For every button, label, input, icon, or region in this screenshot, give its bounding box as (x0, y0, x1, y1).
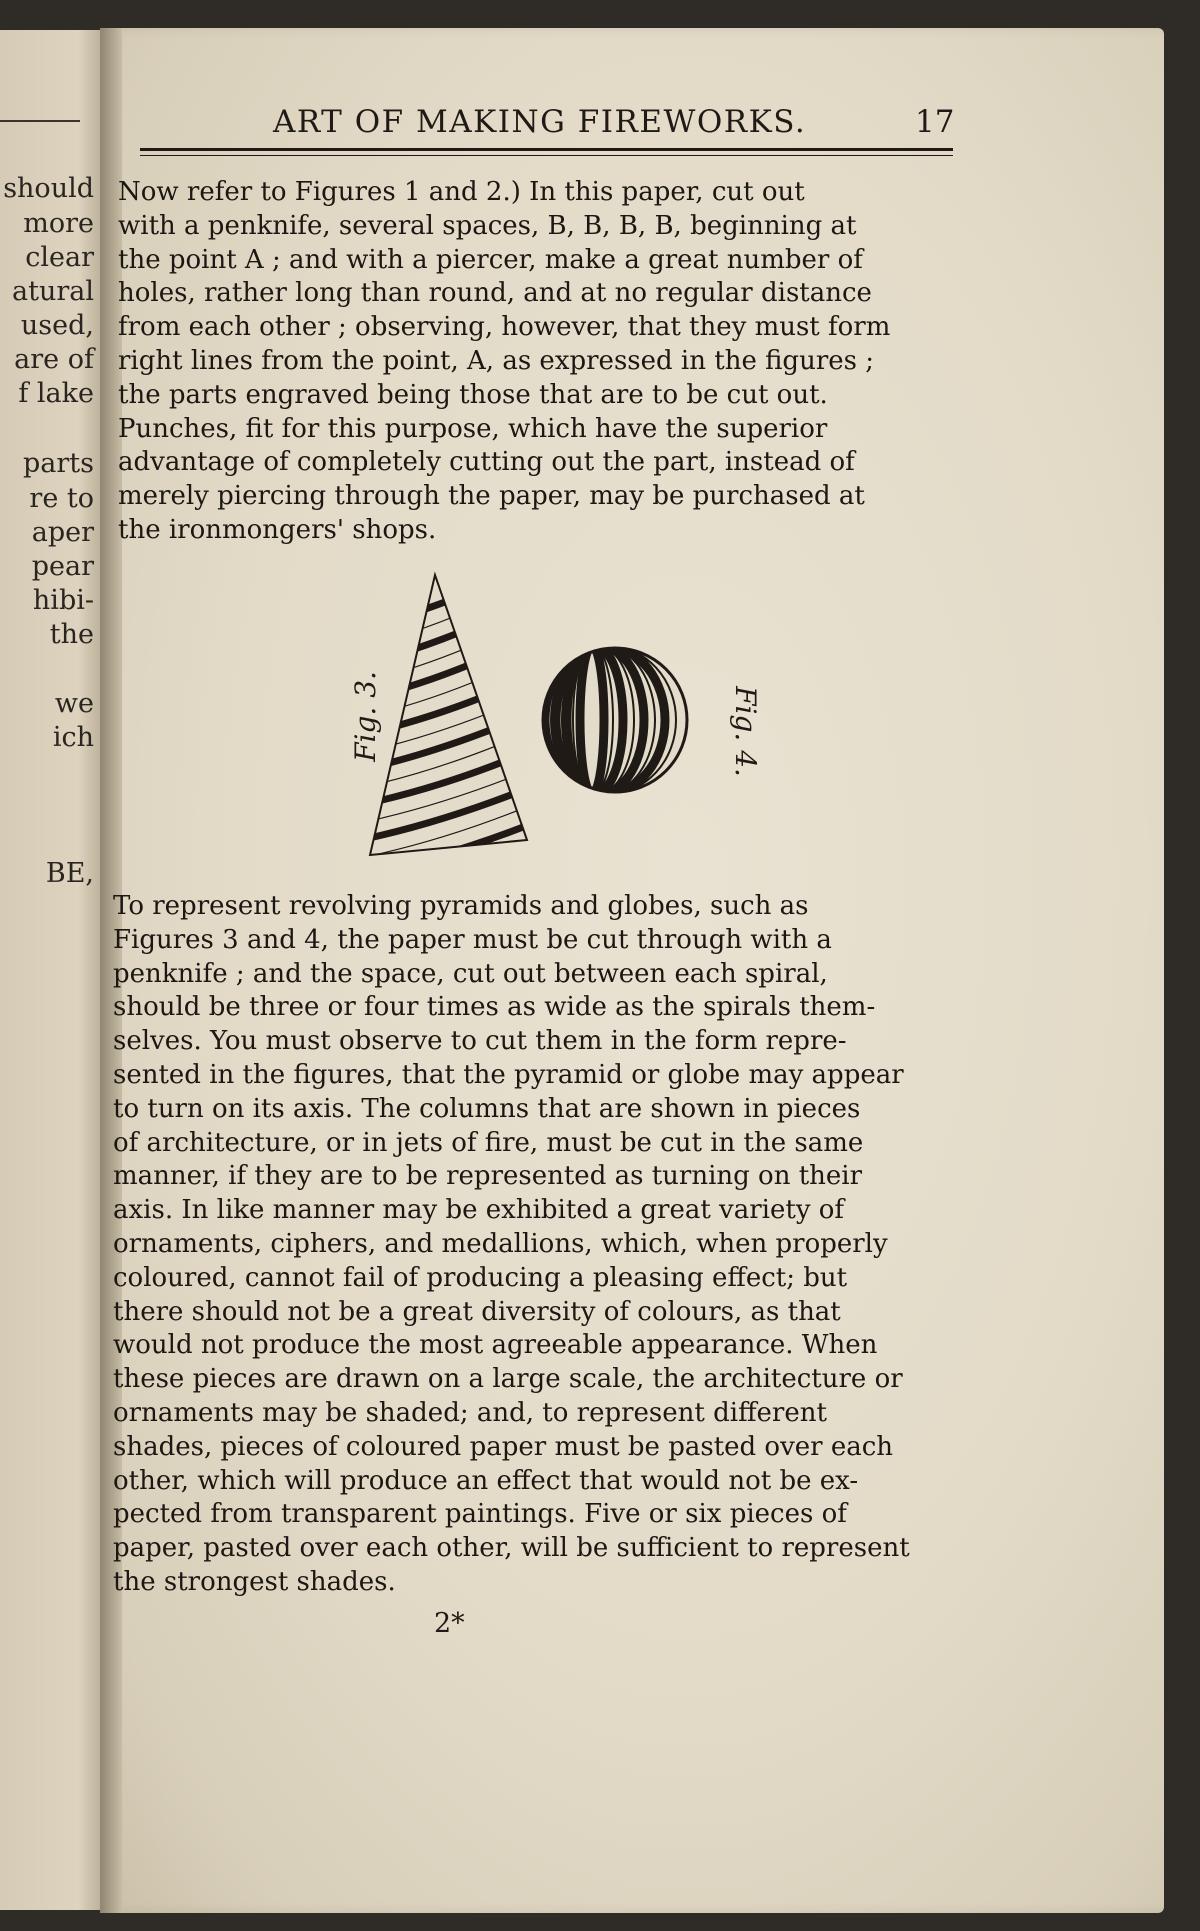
text-line: right lines from the point, A, as expressed in the figures ; (118, 345, 875, 376)
paragraph-figures-1-2 (118, 176, 950, 548)
previous-page-fragment: used, (20, 310, 94, 341)
text-line: axis. In like manner may be exhibited a great variety of (113, 1195, 845, 1226)
text-line: sented in the figures, that the pyramid or globe may appear (113, 1059, 904, 1090)
text-line: To represent revolving pyramids and globes, such as (113, 891, 809, 921)
text-line: penknife ; and the space, cut out between each spiral, (113, 958, 828, 989)
header-rule-thin (140, 155, 953, 156)
text-line: advantage of completely cutting out the part, instead of (118, 447, 855, 478)
text-line: Punches, fit for this purpose, which have the superior (118, 413, 828, 444)
text-line: other, which will produce an effect that would not be ex- (113, 1465, 859, 1496)
text-line: the parts engraved being those that are to be cut out. (118, 379, 828, 410)
page-number: 17 (915, 104, 955, 140)
text-line: there should not be a great diversity of colours, as that (113, 1296, 841, 1327)
previous-page-fragment: re to (29, 483, 94, 514)
text-line: pected from transparent paintings. Five or six pieces of (113, 1499, 847, 1530)
text-line: merely piercing through the paper, may be purchased at (118, 481, 865, 512)
previous-page-fragment: parts (23, 448, 94, 479)
previous-page-fragment: BE, (45, 858, 94, 889)
text-line: coloured, cannot fail of producing a pleasing effect; but (113, 1262, 848, 1293)
previous-page-fragment: should (3, 173, 94, 204)
text-line: selves. You must observe to cut them in the form repre- (113, 1026, 847, 1057)
running-title: ART OF MAKING FIREWORKS. (273, 104, 807, 140)
previous-page-fragment: aper (31, 517, 94, 548)
previous-page-fragment: clear (25, 242, 94, 273)
figure-3-label: Fig. 3. (348, 671, 382, 762)
previous-page-fragment: more (23, 208, 94, 239)
pyramid-figure (360, 575, 565, 870)
previous-page-fragment: are of (14, 344, 94, 375)
previous-page-fragment: the (49, 619, 94, 650)
text-line: manner, if they are to be represented as turning on their (113, 1161, 863, 1192)
text-line: paper, pasted over each other, will be sufficient to represent (113, 1533, 910, 1564)
previous-page-rule (0, 120, 80, 122)
paragraph-revolving-pyramids (113, 890, 949, 1600)
text-line: Figures 3 and 4, the paper must be cut through with a (113, 924, 832, 955)
text-line: with a penknife, several spaces, B, B, B, B, beginning at (118, 210, 857, 241)
text-line: the point A ; and with a piercer, make a great number of (118, 244, 863, 275)
text-line: of architecture, or in jets of fire, must be cut in the same (113, 1127, 864, 1158)
previous-page-fragment: f lake (18, 378, 94, 409)
previous-page-fragment: pear (31, 551, 94, 582)
previous-page-fragment: ich (52, 722, 94, 753)
text-line: to turn on its axis. The columns that are shown in pieces (113, 1093, 861, 1124)
text-line: would not produce the most agreeable appearance. When (113, 1330, 878, 1361)
previous-page-fragment: hibi- (32, 585, 94, 616)
text-line: Now refer to Figures 1 and 2.) In this paper, cut out (118, 177, 805, 207)
text-line: ornaments, ciphers, and medallions, which, when properly (113, 1228, 888, 1259)
text-line: the ironmongers' shops. (118, 514, 437, 545)
signature-mark: 2* (434, 1608, 465, 1639)
text-line: holes, rather long than round, and at no regular distance (118, 278, 872, 309)
text-line: shades, pieces of coloured paper must be pasted over each (113, 1431, 894, 1462)
header-rule (140, 148, 953, 151)
text-line: ornaments may be shaded; and, to represent different (113, 1397, 827, 1428)
figures-illustration (360, 570, 720, 870)
previous-page-fragment: we (54, 688, 94, 719)
figure-4-label: Fig. 4. (728, 686, 762, 777)
text-line: should be three or four times as wide as the spirals them- (113, 992, 876, 1023)
text-line: the strongest shades. (113, 1566, 396, 1597)
globe-figure (540, 646, 687, 794)
text-line: these pieces are drawn on a large scale, the architecture or (113, 1364, 903, 1395)
previous-page-fragment: atural (12, 276, 94, 307)
text-line: from each other ; observing, however, that they must form (118, 312, 891, 343)
previous-page-edge (0, 30, 112, 1910)
